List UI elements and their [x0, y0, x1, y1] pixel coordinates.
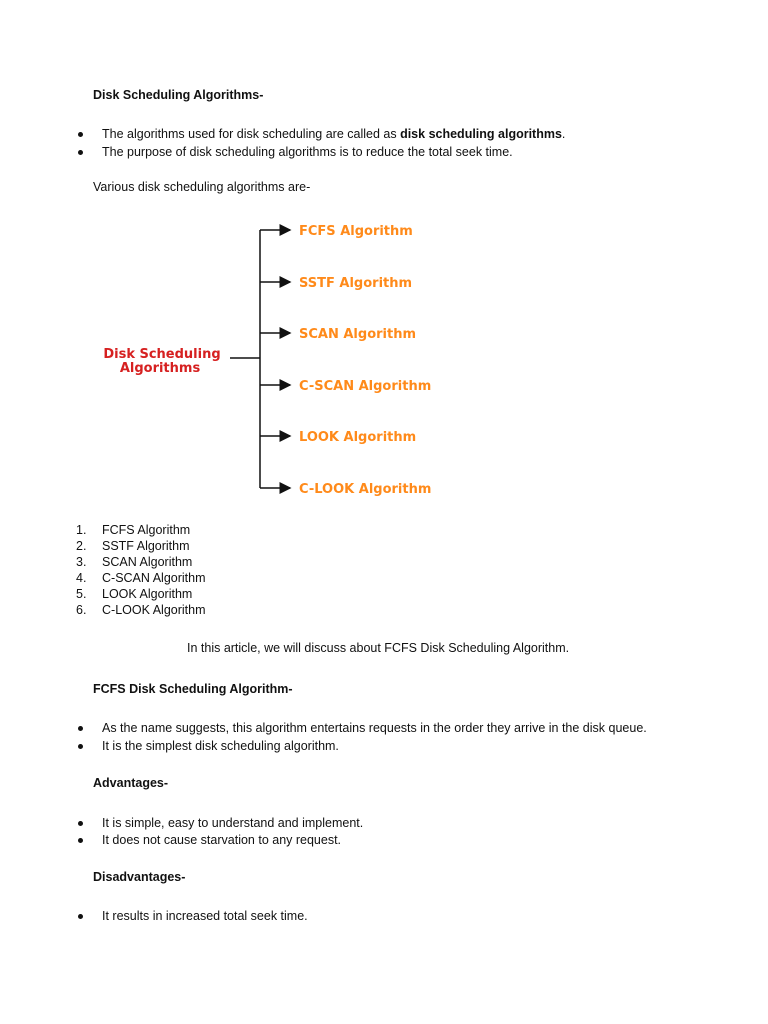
diagram-root-label-line2: Algorithms	[119, 361, 201, 376]
list-item	[0, 523, 768, 539]
bullet-text: As the name suggests, this algorithm entertains requests in the order they arrive in the disk queue.	[102, 721, 647, 735]
list-text: LOOK Algorithm	[102, 587, 193, 601]
intro-text: Various disk scheduling algorithms are-	[93, 180, 311, 194]
diagram-root-label-line1: Disk Scheduling	[103, 347, 221, 362]
list-number: 1.	[76, 523, 87, 537]
bullet-icon	[78, 821, 83, 826]
bullet-text: It is simple, easy to understand and implement.	[102, 816, 364, 830]
article-note: In this article, we will discuss about FCFS Disk Scheduling Algorithm.	[187, 641, 570, 655]
bullet-text: It is the simplest disk scheduling algorithm.	[102, 739, 339, 753]
diagram-leaf-c-look: C-LOOK Algorithm	[299, 482, 432, 497]
list-item	[0, 555, 768, 571]
bullet-text-suffix: .	[561, 127, 566, 141]
bullet-text: The purpose of disk scheduling algorithms is to reduce the total seek time.	[102, 145, 513, 159]
list-item	[0, 721, 768, 737]
list-item	[0, 909, 768, 925]
list-number: 5.	[76, 587, 87, 601]
section-title-disk-scheduling: Disk Scheduling Algorithms-	[93, 88, 264, 102]
diagram-leaf-c-scan: C-SCAN Algorithm	[299, 379, 432, 394]
bullet-text-prefix: The algorithms used for disk scheduling are called as	[102, 127, 401, 141]
bold-term: disk scheduling algorithms	[400, 127, 562, 141]
list-item	[0, 587, 768, 603]
list-text: C-SCAN Algorithm	[102, 571, 206, 585]
bullet-icon	[78, 726, 83, 731]
list-item	[0, 571, 768, 587]
bullet-text: It does not cause starvation to any request.	[102, 833, 342, 847]
diagram-leaf-scan: SCAN Algorithm	[299, 327, 417, 342]
list-item	[0, 603, 768, 619]
list-text: SCAN Algorithm	[102, 555, 193, 569]
list-number: 3.	[76, 555, 87, 569]
diagram-leaf-look: LOOK Algorithm	[299, 430, 417, 445]
list-item	[0, 833, 768, 849]
diagram-leaf-sstf: SSTF Algorithm	[299, 276, 413, 291]
bullet-icon	[78, 838, 83, 843]
bullet-text: It results in increased total seek time.	[102, 909, 308, 923]
list-item	[0, 739, 768, 755]
list-item	[0, 816, 768, 832]
section-title-disadvantages: Disadvantages-	[93, 870, 186, 884]
diagram-leaf-fcfs: FCFS Algorithm	[299, 224, 413, 239]
list-item	[0, 539, 768, 555]
section-title-advantages: Advantages-	[93, 776, 169, 790]
list-number: 6.	[76, 603, 87, 617]
list-number: 2.	[76, 539, 87, 553]
list-number: 4.	[76, 571, 87, 585]
list-text: FCFS Algorithm	[102, 523, 191, 537]
section-title-fcfs: FCFS Disk Scheduling Algorithm-	[93, 682, 293, 696]
bullet-icon	[78, 914, 83, 919]
bullet-icon	[78, 744, 83, 749]
list-text: SSTF Algorithm	[102, 539, 190, 553]
list-text: C-LOOK Algorithm	[102, 603, 206, 617]
